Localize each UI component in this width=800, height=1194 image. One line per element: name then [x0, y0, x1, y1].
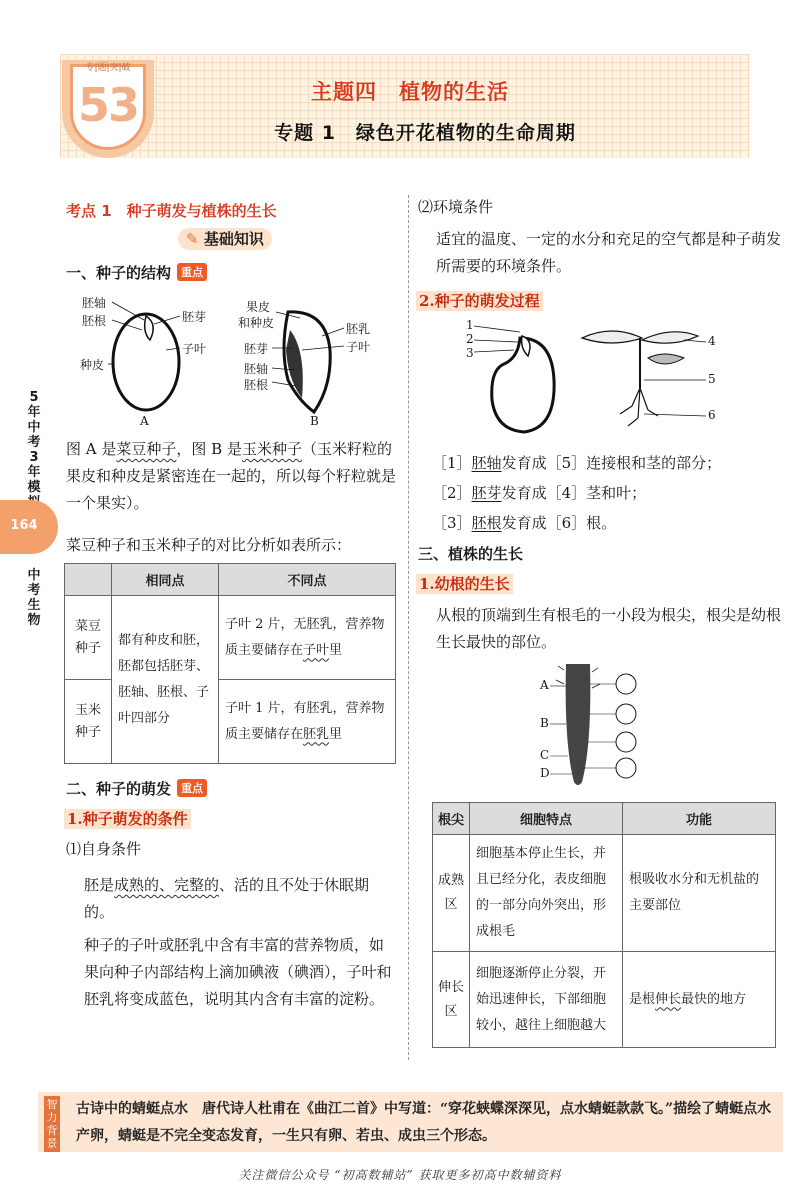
section2-title — [66, 778, 207, 799]
root-tip-table — [432, 802, 776, 1048]
develop-line-2: ［2］胚芽发育成［4］茎和叶； — [432, 484, 647, 502]
figB-label-plumule: 胚芽 — [244, 342, 269, 356]
figA-label-seedcoat: 种皮 — [80, 358, 105, 372]
cond2-text: 适宜的温度、一定的水分和充足的空气都是种子萌发所需要的环境条件。 — [436, 230, 782, 275]
t2-row1-function: 根吸收水分和无机盐的主要部位 — [623, 835, 776, 952]
germinating-seed-shape — [492, 338, 554, 432]
t1-row1-diff: 子叶 2 片，无胚乳，营养物质主要储存在子叶里 — [219, 596, 396, 680]
t2-row2-feature: 细胞逐渐停止分裂，开始迅速伸长，下部细胞较小，越往上细胞越大 — [470, 952, 623, 1048]
figB-label-radicle: 胚根 — [244, 378, 269, 392]
germ-num-2: 2 — [466, 332, 474, 346]
germ-num-1: 1 — [466, 318, 474, 332]
cond1-label: ⑴自身条件 — [66, 840, 142, 858]
figA-label-cotyledon: 子叶 — [182, 342, 207, 356]
compare-intro: 菜豆种子和玉米种子的对比分析如表所示： — [66, 536, 352, 554]
root-label-A: A — [540, 678, 549, 692]
corn-seed-term: 玉米种子 — [241, 440, 302, 458]
t2-row1-name: 成熟区 — [433, 835, 470, 952]
t2-row2-name: 伸长区 — [433, 952, 470, 1048]
seedling-leaf-right — [642, 332, 698, 343]
germination-figure — [462, 318, 722, 440]
kaodian-title: 考点 1 种子萌发与植株的生长 — [66, 202, 277, 220]
basic-knowledge-label: 基础知识 — [203, 230, 264, 248]
root-label-D: D — [540, 766, 550, 780]
figB-label-cotyledon: 子叶 — [346, 340, 371, 354]
side-subject: 中考生物 — [27, 568, 41, 628]
figA-letter: A — [140, 414, 149, 428]
t1-row2-name: 玉米种子 — [65, 680, 112, 764]
section1-title — [66, 262, 207, 283]
t1-header-common: 相同点 — [112, 564, 219, 596]
figB-letter: B — [310, 414, 319, 428]
t1-row1-name: 菜豆种子 — [65, 596, 112, 680]
section3-title: 三、植株的生长 — [418, 545, 524, 563]
root-tip-figure — [538, 664, 648, 794]
tip-label: 智力背景 — [44, 1096, 60, 1152]
basic-knowledge-banner — [178, 228, 272, 250]
t1-header-empty — [65, 564, 112, 596]
root-label-B: B — [540, 716, 549, 730]
tip-title: 古诗中的蜻蜓点水 — [76, 1101, 188, 1117]
develop-line-1: ［1］胚轴发育成［5］连接根和茎的部分； — [432, 454, 722, 472]
t2-row1-feature: 细胞基本停止生长，并且已经分化，表皮细胞的一部分向外突出，形成根毛 — [470, 835, 623, 952]
figB-label-endosperm: 胚乳 — [346, 322, 371, 336]
root-tip-shape — [566, 664, 591, 785]
t2-header-feature: 细胞特点 — [470, 803, 623, 835]
develop-line-3: ［3］胚根发育成［6］根。 — [432, 514, 617, 532]
column-divider — [408, 195, 409, 1060]
t1-common-cell: 都有种皮和胚，胚都包括胚芽、胚轴、胚根、子叶四部分 — [112, 596, 219, 764]
sub3-heading: 1.幼根的生长 — [416, 573, 513, 594]
sub2-heading: 2.种子的萌发过程 — [416, 290, 543, 311]
cond1-text: 胚是成熟的、完整的、活的且不处于休眠期的。 — [84, 876, 370, 921]
logo-number: 53 — [77, 78, 138, 132]
section1-text: 一、种子的结构 — [66, 264, 172, 282]
root-tip-text: 从根的顶端到生有根毛的一小段为根尖，根尖是幼根生长最快的部位。 — [436, 606, 782, 651]
germ-num-5: 5 — [708, 372, 716, 386]
t1-row2-diff: 子叶 1 片，有胚乳，营养物质主要储存在胚乳里 — [219, 680, 396, 764]
germ-num-3: 3 — [466, 346, 474, 360]
seed-compare-table — [64, 563, 396, 764]
subtopic-title: 专题 1 绿色开花植物的生命周期 — [274, 122, 576, 144]
figA-label-plumule: 胚芽 — [182, 310, 207, 324]
figB-label-hypocotyl: 胚轴 — [244, 362, 269, 376]
root-label-C: C — [540, 748, 550, 762]
key-tag-2: 重点 — [177, 779, 207, 797]
seedling-leaf-left — [582, 331, 642, 343]
side-book-title: 5年中考3年模 — [27, 390, 41, 495]
bean-seed-term: 菜豆种子 — [116, 440, 177, 458]
logo-caption: 专|题|突|破 — [85, 63, 131, 73]
cond2-label: ⑵环境条件 — [418, 198, 494, 216]
figA-label-radicle: 胚根 — [82, 314, 107, 328]
figA-label-hypocotyl: 胚轴 — [82, 296, 107, 310]
footer-note: 关注微信公众号 “初高数辅站” 获取更多初高中数辅资料 — [238, 1168, 562, 1182]
germ-num-6: 6 — [708, 408, 716, 422]
t2-row2-function: 是根伸长最快的地方 — [623, 952, 776, 1048]
pencil-icon: ✎ — [186, 230, 199, 248]
seed-structure-figure — [76, 290, 396, 430]
sub1-heading: 1.种子萌发的条件 — [64, 808, 191, 829]
figB-label-pericarp: 果皮 — [246, 300, 271, 314]
section2-text: 二、种子的萌发 — [66, 780, 172, 798]
t2-header-function: 功能 — [623, 803, 776, 835]
tip-body: 唐代诗人杜甫在《曲江二首》中写道：“穿花蛱蝶深深见，点水蜻蜓款款飞。”描绘了蜻蜓点水产卵，蜻蜓是不完全变态发育，一生只有卵、若虫、成虫三个形态。 — [76, 1101, 772, 1144]
seed-description: 图 A 是菜豆种子，图 B 是玉米种子（玉米籽粒的果皮和种皮是紧密连在一起的，所以每个籽粒就是一个果实）。 — [66, 440, 397, 512]
t1-header-diff: 不同点 — [219, 564, 396, 596]
figB-label-seedcoat: 和种皮 — [238, 316, 275, 330]
page-number: 164 — [10, 518, 38, 533]
t2-header-region: 根尖 — [433, 803, 470, 835]
tip-content — [76, 1096, 776, 1150]
key-tag: 重点 — [177, 263, 207, 281]
iodine-text: 种子的子叶或胚乳中含有丰富的营养物质，如果向种子内部结构上滴加碘液（碘酒），子叶和胚乳将变成蓝色，说明其内含有丰富的淀粉。 — [84, 936, 392, 1008]
germ-num-4: 4 — [708, 334, 716, 348]
seedling-roots — [620, 388, 658, 426]
topic-title: 主题四 植物的生活 — [311, 80, 509, 104]
